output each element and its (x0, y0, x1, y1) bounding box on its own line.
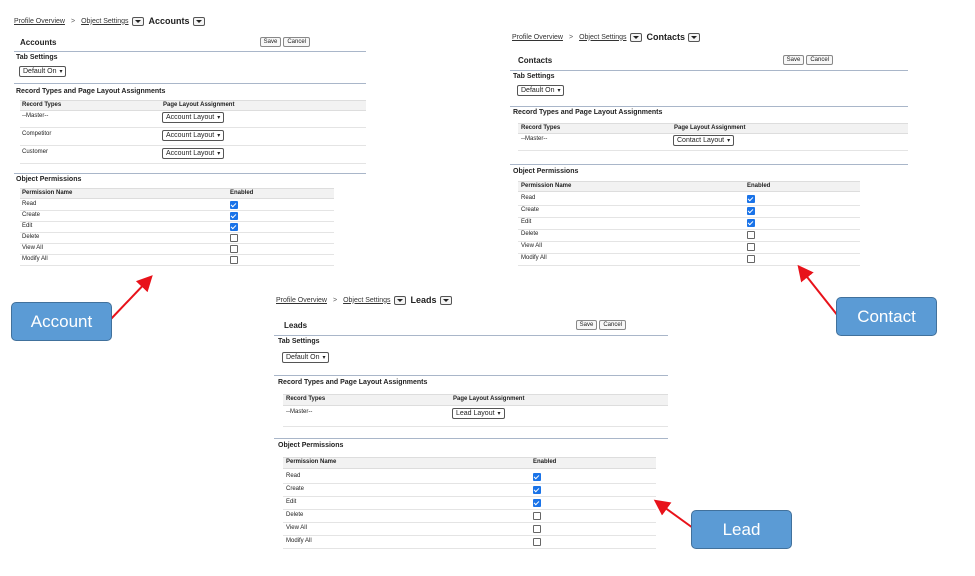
permission-name: Read (521, 195, 536, 201)
permission-name: View All (22, 245, 43, 251)
permission-name: Read (22, 201, 37, 207)
permission-name: Modify All (22, 256, 48, 262)
permission-name: Create (521, 207, 540, 213)
record-type-name: Customer (22, 149, 49, 155)
permission-name: Delete (521, 231, 539, 237)
tab-settings-label: Tab Settings (16, 54, 58, 61)
column-header-enabled: Enabled (230, 190, 254, 196)
page-layout-value: Account Layout (166, 150, 215, 157)
chevron-down-icon: ▾ (557, 88, 561, 94)
chevron-down-icon: ▾ (217, 115, 221, 121)
breadcrumb-separator: > (70, 17, 76, 25)
page-layout-value: Account Layout (166, 114, 215, 121)
cancel-button[interactable]: Cancel (599, 320, 626, 330)
permission-name: View All (521, 243, 542, 249)
object-title: Accounts (20, 37, 57, 47)
object-permissions-section-title: Object Permissions (278, 442, 344, 449)
record-type-name: --Master-- (286, 409, 313, 415)
breadcrumb-current-object: Contacts (646, 32, 686, 42)
record-type-name: Competitor (22, 131, 52, 137)
tab-settings-label: Tab Settings (513, 73, 555, 80)
record-types-section-title: Record Types and Page Layout Assignments (513, 109, 663, 116)
cancel-button[interactable]: Cancel (806, 55, 833, 65)
breadcrumb-separator: > (568, 33, 574, 41)
breadcrumb-current-object: Accounts (148, 16, 190, 26)
chevron-down-icon: ▾ (497, 411, 501, 417)
chevron-down-icon: ▾ (727, 138, 731, 144)
permission-name: Edit (521, 219, 532, 225)
save-button[interactable]: Save (576, 320, 598, 330)
breadcrumb-object-settings[interactable]: Object Settings (343, 296, 391, 304)
column-header-permission-name: Permission Name (521, 183, 572, 189)
column-header-record-types: Record Types (22, 102, 62, 108)
record-type-name: --Master-- (521, 136, 548, 142)
permission-name: Create (286, 486, 305, 492)
tab-settings-value: Default On (521, 87, 555, 94)
save-button[interactable]: Save (260, 37, 282, 47)
record-type-name: --Master-- (22, 113, 49, 119)
breadcrumb-profile-overview[interactable]: Profile Overview (512, 33, 563, 41)
object-title: Contacts (518, 55, 553, 65)
column-header-record-types: Record Types (521, 125, 561, 131)
column-header-page-layout: Page Layout Assignment (674, 125, 746, 131)
breadcrumb-profile-overview[interactable]: Profile Overview (276, 296, 327, 304)
tab-settings-value: Default On (23, 68, 57, 75)
account-callout: Account (11, 302, 112, 341)
column-header-permission-name: Permission Name (286, 459, 337, 465)
save-button[interactable]: Save (783, 55, 805, 65)
lead-arrow (657, 502, 693, 528)
breadcrumb-object-settings[interactable]: Object Settings (579, 33, 627, 41)
contact-arrow (800, 268, 838, 316)
breadcrumb-profile-overview[interactable]: Profile Overview (14, 17, 65, 25)
permission-name: View All (286, 525, 307, 531)
breadcrumb-object-settings[interactable]: Object Settings (81, 17, 129, 25)
page-layout-value: Contact Layout (677, 137, 725, 144)
permission-name: Delete (286, 512, 304, 518)
chevron-down-icon: ▾ (59, 69, 63, 75)
object-permissions-section-title: Object Permissions (513, 168, 579, 175)
tab-settings-label: Tab Settings (278, 338, 320, 345)
breadcrumb-current-object: Leads (410, 295, 437, 305)
cancel-button[interactable]: Cancel (283, 37, 310, 47)
column-header-record-types: Record Types (286, 396, 326, 402)
record-types-section-title: Record Types and Page Layout Assignments (278, 379, 428, 386)
permission-name: Edit (22, 223, 33, 229)
permission-name: Read (286, 473, 301, 479)
permission-name: Create (22, 212, 41, 218)
lead-callout: Lead (691, 510, 792, 549)
permission-name: Edit (286, 499, 297, 505)
permission-name: Delete (22, 234, 40, 240)
chevron-down-icon: ▾ (217, 151, 221, 157)
column-header-enabled: Enabled (747, 183, 771, 189)
page-layout-value: Account Layout (166, 132, 215, 139)
chevron-down-icon: ▾ (322, 355, 326, 361)
record-types-section-title: Record Types and Page Layout Assignments (16, 88, 166, 95)
chevron-down-icon: ▾ (217, 133, 221, 139)
permission-name: Modify All (286, 538, 312, 544)
breadcrumb-separator: > (332, 296, 338, 304)
account-arrow (110, 278, 150, 320)
contact-callout: Contact (836, 297, 937, 336)
permission-name: Modify All (521, 255, 547, 261)
object-permissions-section-title: Object Permissions (16, 176, 82, 183)
tab-settings-value: Default On (286, 354, 320, 361)
column-header-page-layout: Page Layout Assignment (163, 102, 235, 108)
page-layout-value: Lead Layout (456, 410, 495, 417)
object-title: Leads (284, 320, 308, 330)
column-header-enabled: Enabled (533, 459, 557, 465)
column-header-permission-name: Permission Name (22, 190, 73, 196)
column-header-page-layout: Page Layout Assignment (453, 396, 525, 402)
